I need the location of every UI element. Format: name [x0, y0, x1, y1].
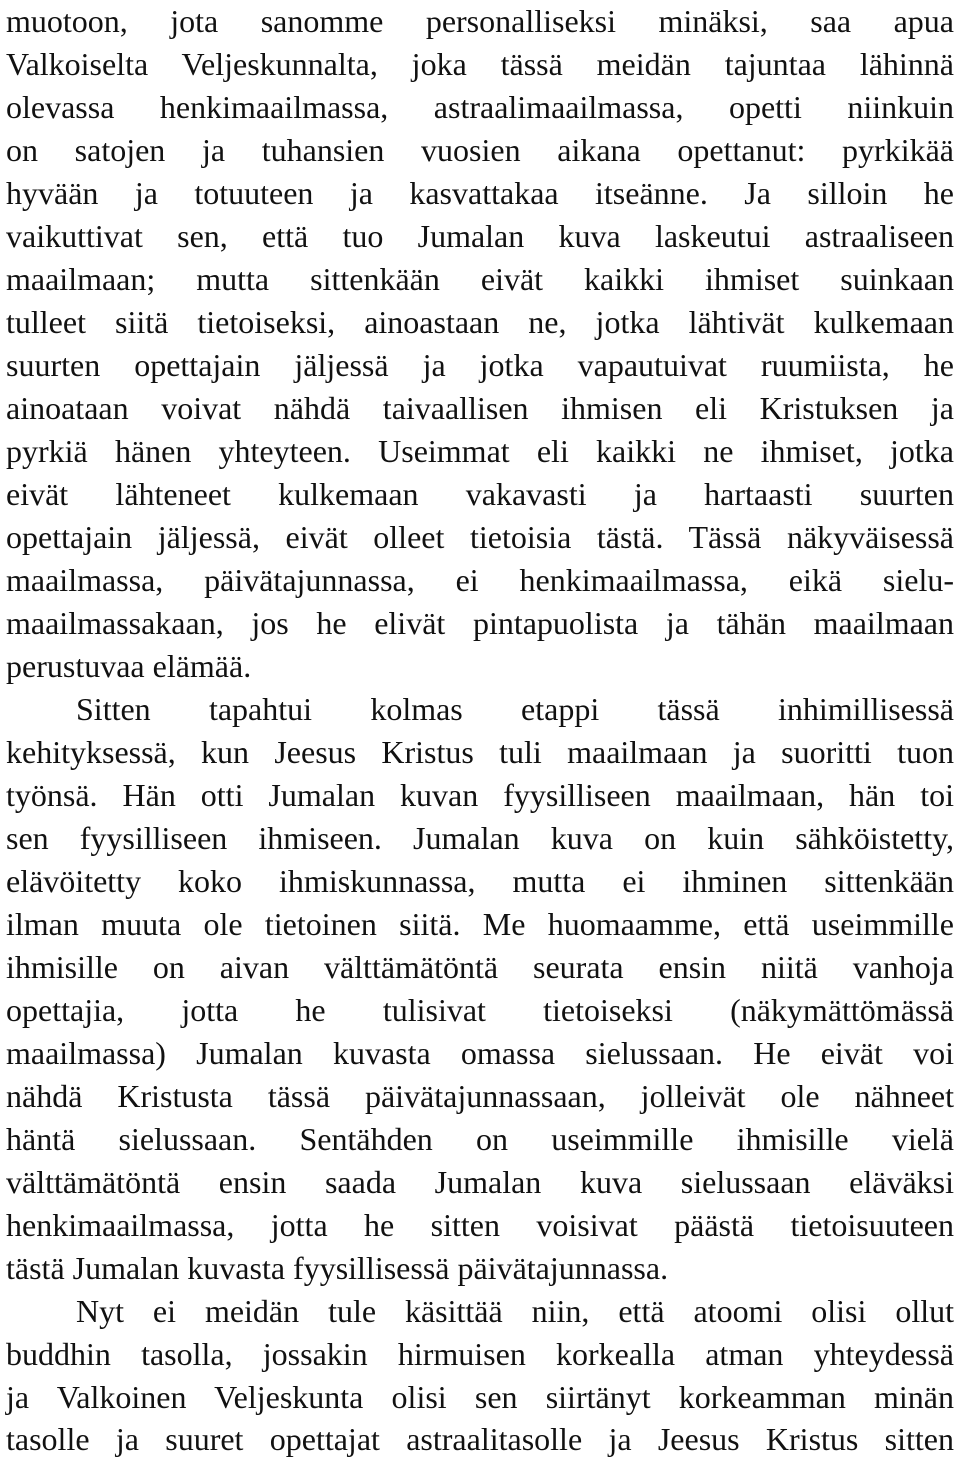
text-line: muotoon, jota sanomme personalliseksi minäksi, saa apua: [6, 3, 954, 39]
text-line: tulleet siitä tietoiseksi, ainoastaan ne, jotka lähtivät kulkemaan: [6, 304, 954, 340]
text-line: maailmaan; mutta sittenkään eivät kaikki ihmiset suinkaan: [6, 261, 954, 297]
text-line: olevassa henkimaailmassa, astraalimaailmassa, opetti niinkuin: [6, 89, 954, 125]
text-line: välttämätöntä ensin saada Jumalan kuva sielussaan eläväksi: [6, 1164, 954, 1200]
text-line: hyvään ja totuuteen ja kasvattakaa itseänne. Ja silloin he: [6, 175, 954, 211]
text-line: suurten opettajain jäljessä ja jotka vapautuivat ruumiista, he: [6, 347, 954, 383]
text-line: ihmisille on aivan välttämätöntä seurata ensin niitä vanhoja: [6, 949, 954, 985]
text-line: vaikuttivat sen, että tuo Jumalan kuva laskeutui astraaliseen: [6, 218, 954, 254]
text-line: tasolle ja suuret opettajat astraalitasolle ja Jeesus Kristus sitten: [6, 1421, 954, 1457]
text-line: henkimaailmassa, jotta he sitten voisivat päästä tietoisuuteen: [6, 1207, 954, 1243]
text-line: tästä Jumalan kuvasta fyysillisessä päivätajunnassa.: [6, 1250, 669, 1286]
text-line: on satojen ja tuhansien vuosien aikana opettanut: pyrkikää: [6, 132, 954, 168]
text-line: buddhin tasolla, jossakin hirmuisen korkealla atman yhteydessä: [6, 1336, 954, 1372]
text-line: maailmassa, päivätajunnassa, ei henkimaailmassa, eikä sielu-: [6, 562, 954, 598]
text-line: ja Valkoinen Veljeskunta olisi sen siirtänyt korkeamman minän: [6, 1379, 954, 1415]
text-line: maailmassakaan, jos he elivät pintapuolista ja tähän maailmaan: [6, 605, 954, 641]
text-line: nähdä Kristusta tässä päivätajunnassaan, jolleivät ole nähneet: [6, 1078, 954, 1114]
text-line: häntä sielussaan. Sentähden on useimmille ihmisille vielä: [6, 1121, 954, 1157]
text-line: ainoataan voivat nähdä taivaallisen ihmisen eli Kristuksen ja: [6, 390, 954, 426]
text-line: opettajain jäljessä, eivät olleet tietoisia tästä. Tässä näkyväisessä: [6, 519, 954, 555]
text-line: Valkoiselta Veljeskunnalta, joka tässä meidän tajuntaa lähinnä: [6, 46, 954, 82]
text-line: pyrkiä hänen yhteyteen. Useimmat eli kaikki ne ihmiset, jotka: [6, 433, 954, 469]
text-line: työnsä. Hän otti Jumalan kuvan fyysilliseen maailmaan, hän toi: [6, 777, 954, 813]
paragraph-start-line: Nyt ei meidän tule käsittää niin, että atoomi olisi ollut: [76, 1293, 954, 1329]
text-line: elävöitetty koko ihmiskunnassa, mutta ei ihminen sittenkään: [6, 863, 954, 899]
text-line: kehityksessä, kun Jeesus Kristus tuli maailmaan ja suoritti tuon: [6, 734, 954, 770]
text-line: sen fyysilliseen ihmiseen. Jumalan kuva on kuin sähköistetty,: [6, 820, 954, 856]
text-line: maailmassa) Jumalan kuvasta omassa sielussaan. He eivät voi: [6, 1035, 954, 1071]
text-line: eivät lähteneet kulkemaan vakavasti ja hartaasti suurten: [6, 476, 954, 512]
paragraph-start-line: Sitten tapahtui kolmas etappi tässä inhimillisessä: [76, 691, 954, 727]
text-line: ilman muuta ole tietoinen siitä. Me huomaamme, että useimmille: [6, 906, 954, 942]
text-line: opettajia, jotta he tulisivat tietoiseksi (näkymättömässä: [6, 992, 954, 1028]
text-line: perustuvaa elämää.: [6, 648, 252, 684]
